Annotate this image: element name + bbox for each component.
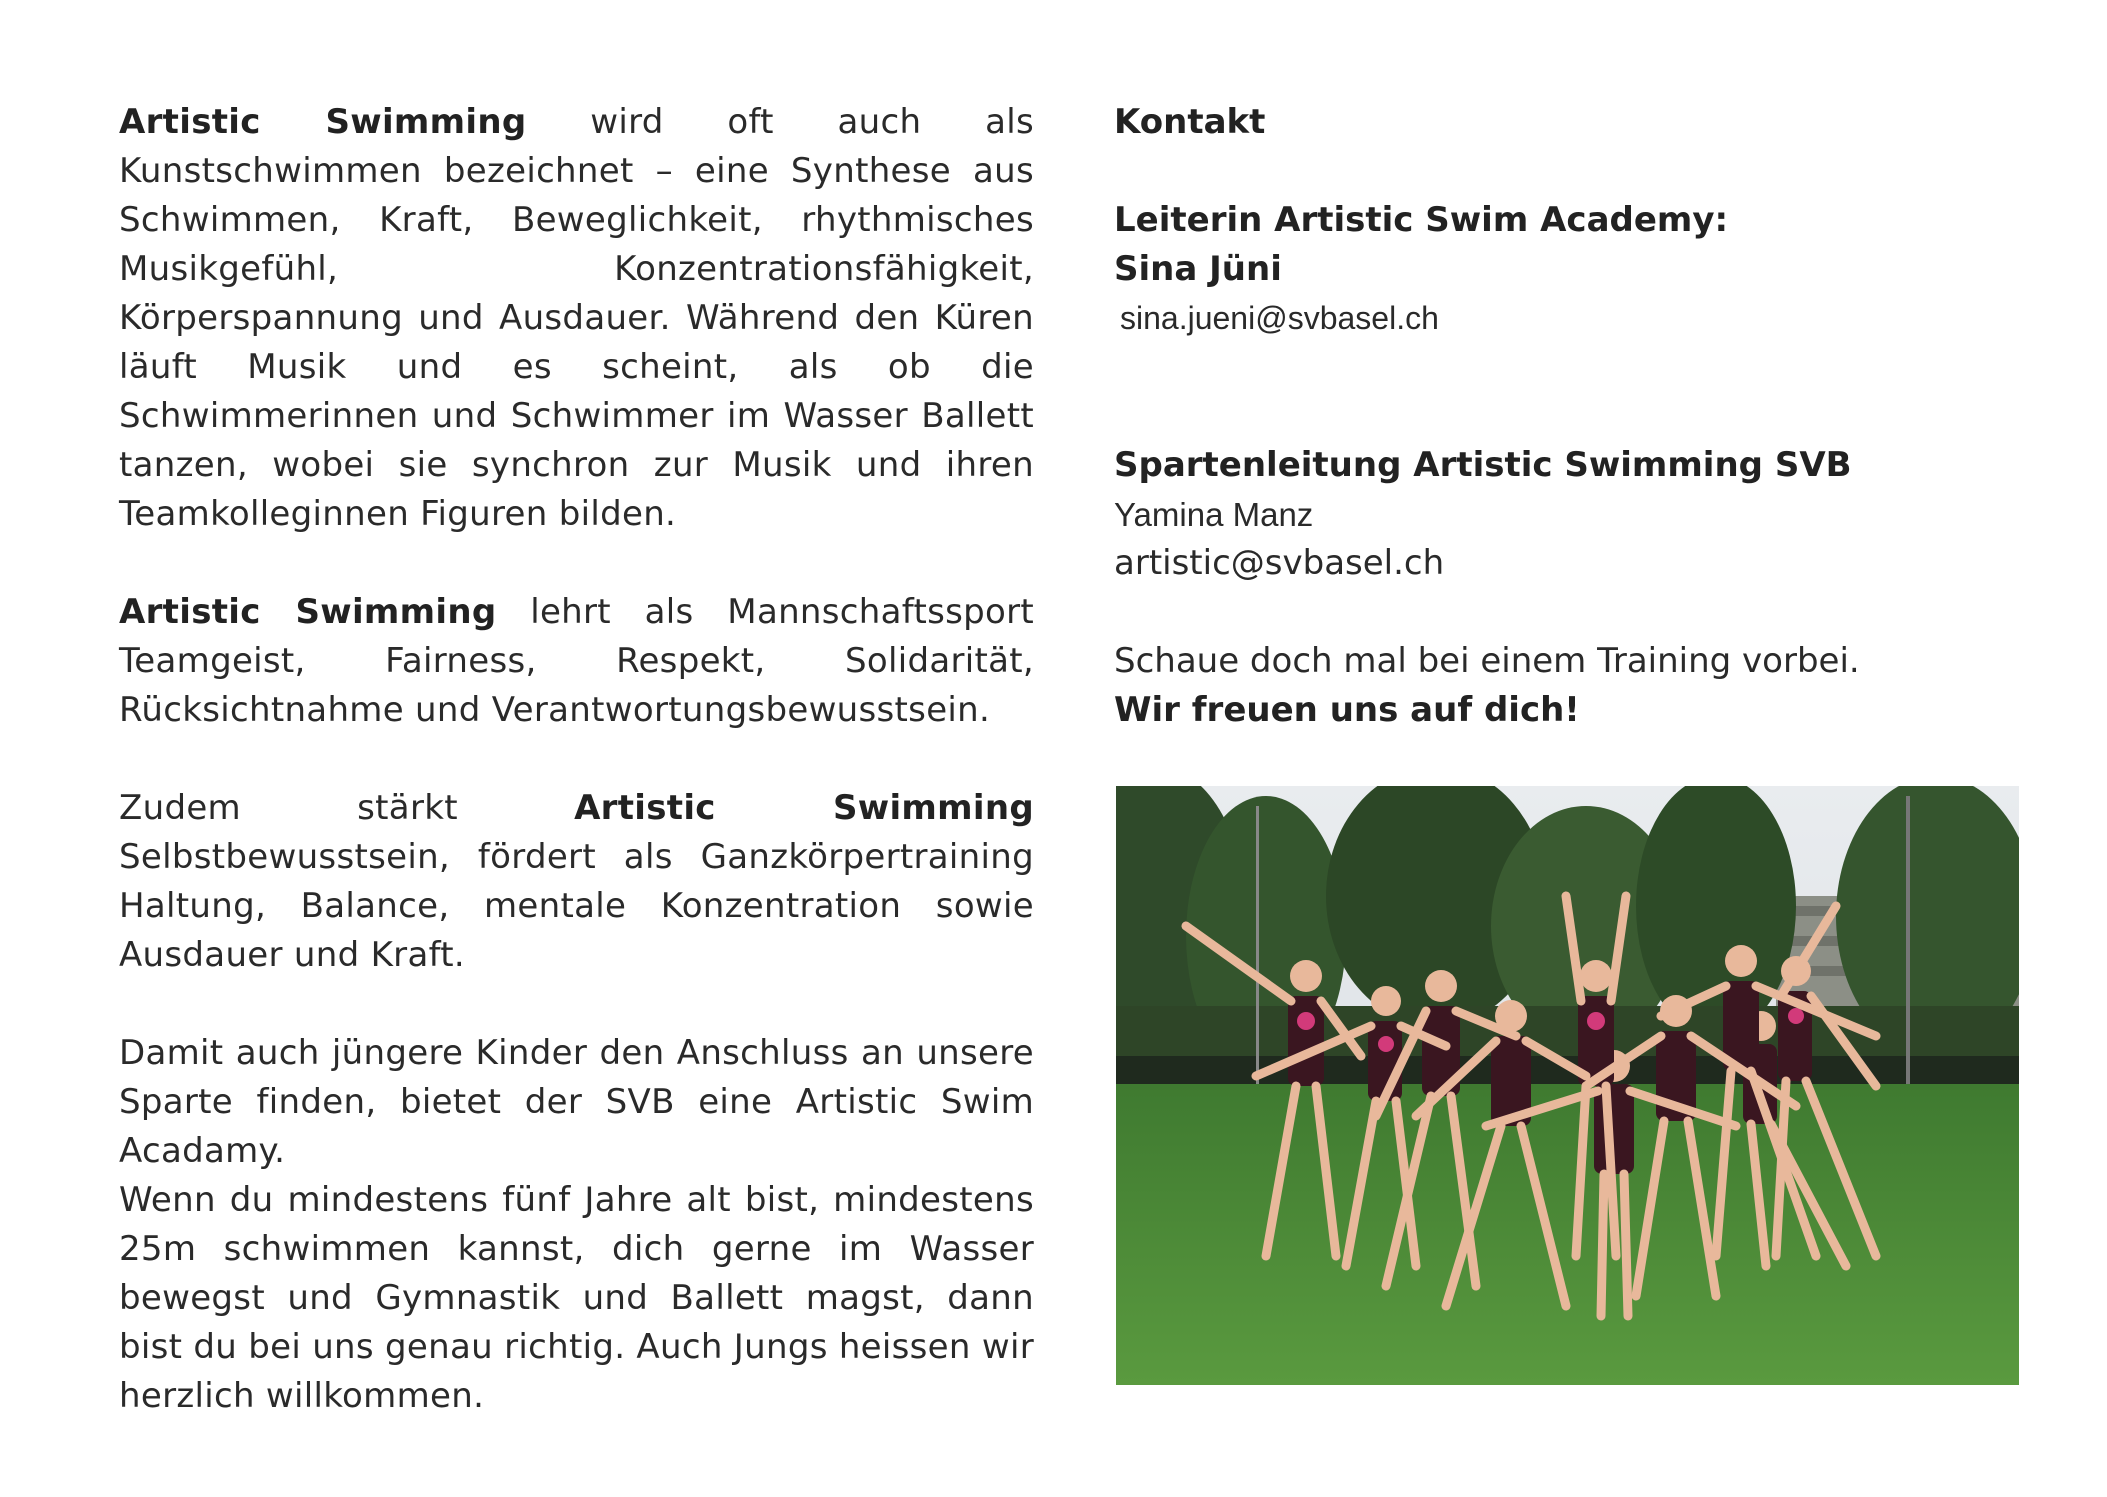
- academy-leader-title: Leiterin Artistic Swim Academy:: [1114, 200, 1729, 240]
- paragraph-academy: Damit auch jüngere Kinder den Anschluss an unsere Sparte finden, bietet der SVB eine Artistic Swim Acadamy.: [119, 1033, 1034, 1171]
- paragraph-benefits: [119, 784, 1034, 980]
- academy-leader-email[interactable]: sina.jueni@svbasel.ch: [1120, 300, 1439, 336]
- division-leader-name: Yamina Manz: [1114, 496, 1314, 533]
- paragraph-definition: [119, 98, 1034, 539]
- highlight-term: Artistic Swimming: [574, 788, 1034, 828]
- paragraph-text: Zudem stärkt: [119, 788, 575, 828]
- team-photo-icon: [1116, 786, 2019, 1385]
- invite-text: Schaue doch mal bei einem Training vorbei.: [1114, 641, 1860, 681]
- highlight-term: Artistic Swimming: [119, 592, 497, 632]
- division-leader-title: Spartenleitung Artistic Swimming SVB: [1114, 445, 1852, 485]
- division-leader-email[interactable]: artistic@svbasel.ch: [1114, 543, 1445, 583]
- academy-leader-name: Sina Jüni: [1114, 249, 1282, 289]
- intro-text-column: [119, 98, 1034, 1421]
- paragraph-text: lehrt als Mannschaftssport Teamgeist, Fairness, Respekt, Solidarität, Rücksichtnahme und Verantwortungsbewusstsein.: [119, 592, 1034, 730]
- paragraph-requirements: Wenn du mindestens fünf Jahre alt bist, mindestens 25m schwimmen kannst, dich gerne im Wasser bewegst und Gymnastik und Ballett magst, dann bist du bei uns genau richtig. Auch Jungs heissen wir herzlich willkommen.: [119, 1180, 1034, 1416]
- invite-bold-text: Wir freuen uns auf dich!: [1114, 690, 1580, 730]
- contact-heading: Kontakt: [1114, 102, 1266, 142]
- team-photo: [1116, 786, 2019, 1385]
- paragraph-text: Selbstbewusstsein, fördert als Ganzkörpertraining Haltung, Balance, mentale Konzentration sowie Ausdauer und Kraft.: [119, 837, 1034, 975]
- contact-column: [1114, 98, 2014, 735]
- paragraph-text: wird oft auch als Kunstschwimmen bezeichnet – eine Synthese aus Schwimmen, Kraft, Beweglichkeit, rhythmisches Musikgefühl, Konzentrationsfähigkeit, Körperspannung und Ausdauer. Während den Küren läuft Musik und es scheint, als ob die Schwimmerinnen und Schwimmer im Wasser Ballett tanzen, wobei sie synchron zur Musik und ihren Teamkolleginnen Figuren bilden.: [119, 102, 1034, 534]
- highlight-term: Artistic Swimming: [119, 102, 527, 142]
- paragraph-teamwork: [119, 588, 1034, 735]
